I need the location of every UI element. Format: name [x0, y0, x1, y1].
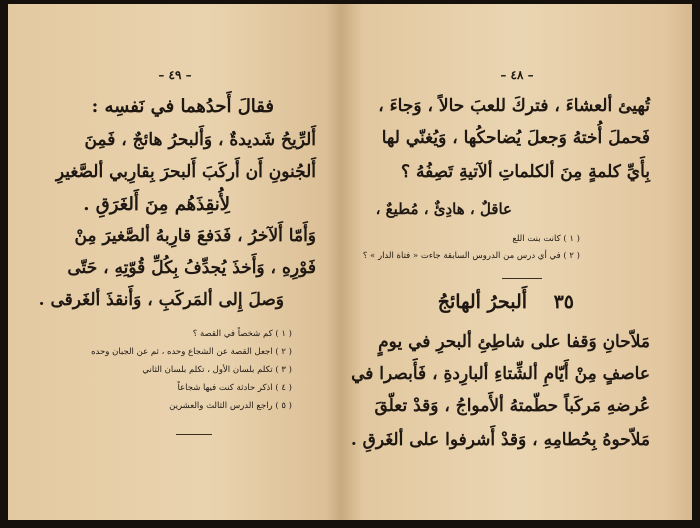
text-line: لِأُنقِذَهُم مِنَ أَلغَرَقِ .	[83, 194, 230, 215]
exercise-note: ( ١ ) كم شخصاً في القصة ؟	[192, 329, 292, 339]
lesson-number: ٣٥	[553, 291, 574, 313]
text-line: فَحملَ أُختهُ وَجعلَ يُضاحكُها ، وَيُغنّي لها	[381, 128, 650, 148]
left-page	[8, 4, 342, 520]
text-line: وَصلَ إِلى ألمَركَبِ ، وَأَنقذَ ألغَرقى .	[38, 290, 284, 310]
text-line: عاقلٌ ، هادِئٌ ، مُطيعٌ ،	[375, 200, 512, 218]
text-line: أَلرِّيحُ شَديدةٌ ، وَأَلبحرُ هائجٌ ، فَمِنَ	[84, 130, 316, 150]
exercise-note: ( ٥ ) راجع الدرس الثالث والعشرين	[169, 401, 292, 411]
text-line: عاصفٍ مِنْ أَيّامِ ألشِّتاءِ ألبارِدةِ ، فَأَبصرا في	[351, 364, 650, 384]
text-line: مَلاّحوهُ بِحُطامِهِ ، وَقدْ أَشرفوا على ألغَرقِ .	[350, 430, 650, 450]
right-page	[342, 4, 692, 520]
text-line: بِأَيِّ كلمةٍ مِنَ ألكلماتِ ألآتيةِ تَصِفُهُ ؟	[401, 162, 650, 182]
text-line: فَوْرِهِ ، وَأَخذَ يُجدِّفُ بِكُلِّ قُوّتِهِ ، حَتّى	[67, 258, 316, 278]
footnote: ( ١ ) كانت بنت اللع	[512, 234, 580, 244]
text-line: وَأَمّا أَلآخرُ ، فَدَفعَ قارِبهُ ألصَّغيرَ مِنْ	[74, 226, 316, 246]
page-number: – ٤٨ –	[500, 68, 534, 82]
divider-line	[176, 434, 212, 435]
text-line: عُرضهِ مَركَباً حطّمتهُ ألأَمواجُ ، وَقدْ تعلّقَ	[374, 396, 650, 416]
page-number: – ٤٩ –	[158, 68, 192, 82]
text-line: مَلاّحانِ وَقفا على شاطِئِ ألبحرِ في يومٍ	[378, 332, 650, 352]
divider-line	[502, 278, 542, 279]
exercise-note: ( ٢ ) اجعل القصة عن الشجاع وحده ، ثم عن الجبان وحده	[91, 347, 292, 357]
text-line: تُهيئ ألعشاءَ ، فتركَ للعبَ حالاً ، وَجاءَ ،	[378, 96, 650, 116]
exercise-note: ( ٣ ) تكلم بلسان الأول ، تكلم بلسان الثاني	[142, 365, 292, 375]
lesson-heading	[438, 291, 574, 313]
book-spread	[8, 4, 692, 520]
footnote: ( ٢ ) في أي درس من الدروس السابقة جاءت « فتاة الدار » ؟	[362, 251, 580, 261]
lesson-title: أَلبحرُ ألهائجُ	[437, 291, 528, 313]
text-line: أَلجُنونِ أَن أَركَبَ أَلبحرَ بِقارِبي ألصَّغيرِ	[55, 162, 316, 182]
exercise-note: ( ٤ ) اذكر حادثة كنت فيها شجاعاً	[177, 383, 292, 393]
text-line: فقالَ أَحدُهما في نَفسِه :	[91, 96, 274, 117]
